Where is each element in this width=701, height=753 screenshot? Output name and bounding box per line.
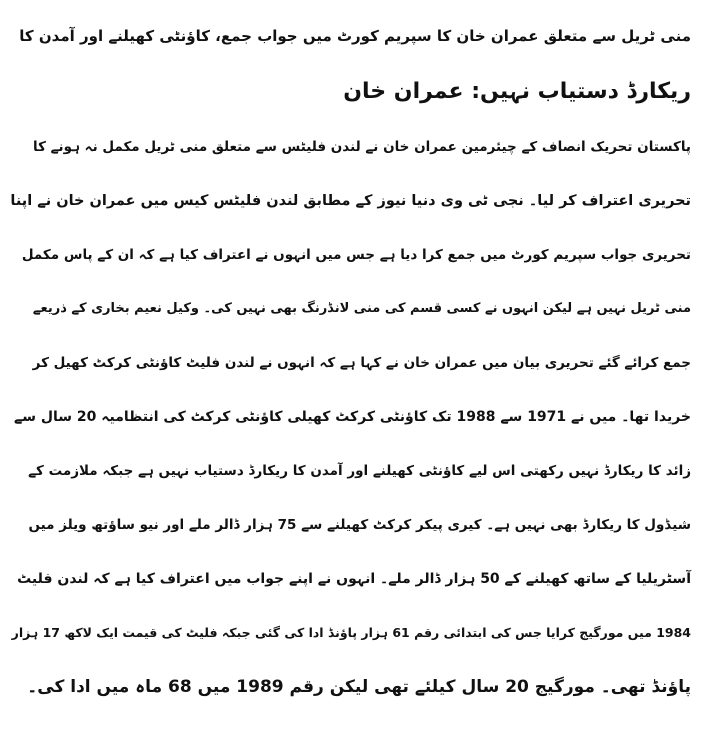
body-line: تحریری جواب سپریم کورٹ میں جمع کرا دیا ہے جس میں انہوں نے اعتراف کیا ہے کہ ان کے پاس مکمل xyxy=(21,247,691,263)
headline-line-2: ریکارڈ دستیاب نہیں: عمران خان xyxy=(343,79,691,104)
body-line: تحریری اعتراف کر لیا۔ نجی ٹی وی دنیا نیوز کے مطابق لندن فلیٹس کیس میں عمران خان نے اپنا xyxy=(10,193,691,209)
headline-line-1: منی ٹریل سے متعلق عمران خان کا سپریم کورٹ میں جواب جمع، کاؤنٹی کھیلنے اور آمدن کا xyxy=(19,27,691,45)
body-line: منی ٹریل نہیں ہے لیکن انہوں نے کسی قسم کی منی لانڈرنگ بھی نہیں کی۔ وکیل نعیم بخاری کے ذریعے xyxy=(32,301,691,316)
body-line: 1984 میں مورگیج کرایا جس کی ابتدائی رقم 61 ہزار پاؤنڈ ادا کی گئی جبکہ فلیٹ کی قیمت ایک لاکھ 17 ہزار xyxy=(11,625,691,640)
body-line: پاکستان تحریک انصاف کے چیئرمین عمران خان نے لندن فلیٹس سے متعلق منی ٹریل مکمل نہ ہونے کا xyxy=(33,139,691,155)
headline xyxy=(10,8,691,120)
body-line: جمع کرائے گئے تحریری بیان میں عمران خان نے کہا ہے کہ انہوں نے لندن فلیٹ کاؤنٹی کرکٹ کھیل کر xyxy=(32,355,691,371)
body-line: شیڈول کا ریکارڈ بھی نہیں ہے۔ کیری پیکر کرکٹ کھیلنے سے 75 ہزار ڈالر ملے اور نیو ساؤتھ ویلز میں xyxy=(28,517,691,533)
body-line: آسٹریلیا کے ساتھ کھیلنے کے 50 ہزار ڈالر ملے۔ انہوں نے اپنے جواب میں اعتراف کیا ہے کہ لندن فلیٹ xyxy=(17,571,691,587)
body-line: خریدا تھا۔ میں نے 1971 سے 1988 تک کاؤنٹی کرکٹ کھیلی کاؤنٹی کرکٹ کی انتظامیہ 20 سال سے xyxy=(14,409,691,425)
article-body xyxy=(10,120,691,714)
body-line: زائد کا ریکارڈ نہیں رکھتی اس لیے کاؤنٹی کھیلنے اور آمدن کا ریکارڈ دستیاب نہیں ہے جبکہ ملازمت کے xyxy=(28,463,691,479)
body-line: پاؤنڈ تھی۔ مورگیج 20 سال کیلئے تھی لیکن رقم 1989 میں 68 ماہ میں ادا کی۔ xyxy=(27,677,691,697)
